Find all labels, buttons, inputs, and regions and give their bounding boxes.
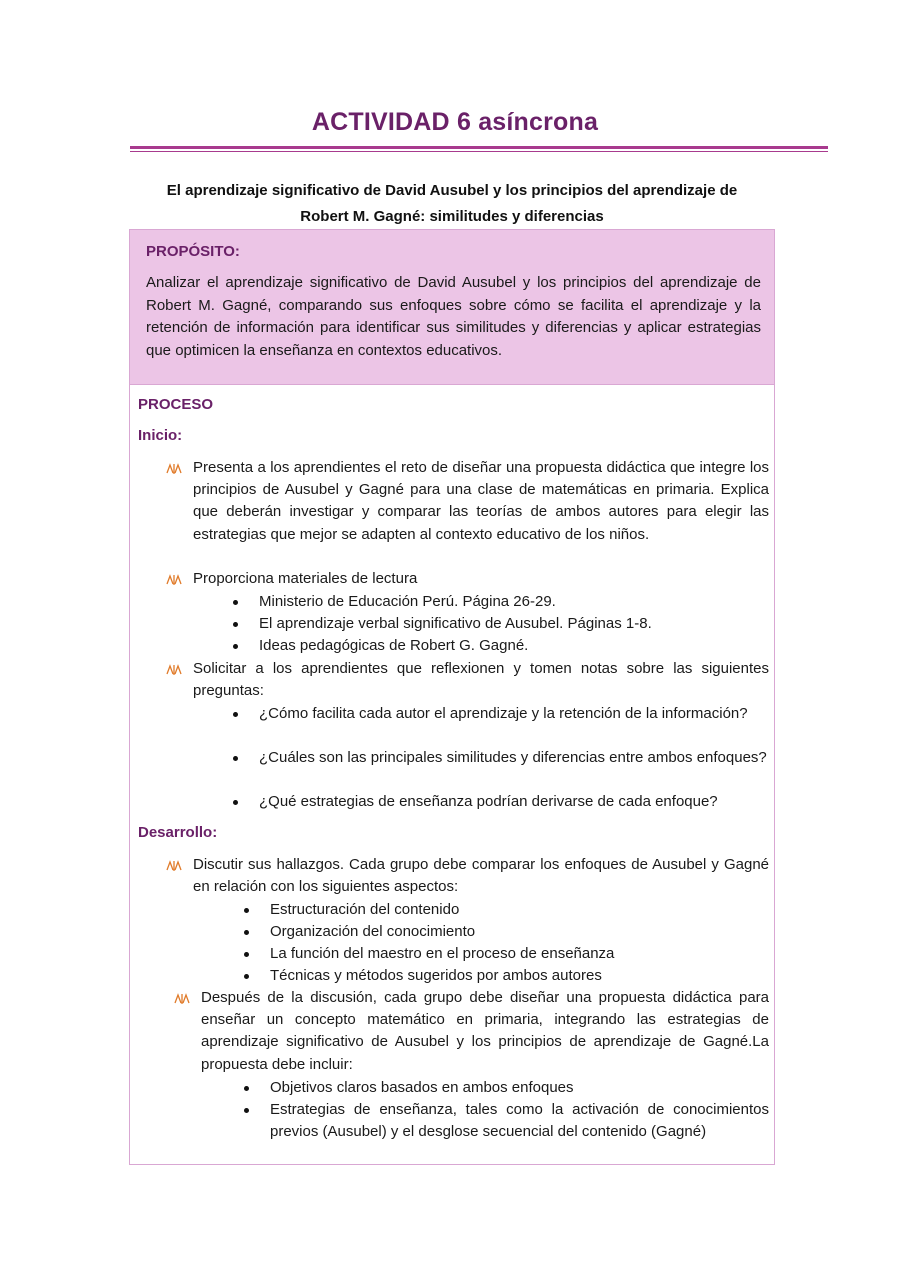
process-label: PROCESO (138, 396, 214, 413)
question-item: ¿Cuáles son las principales similitudes y diferencias entre ambos enfoques? (259, 749, 767, 766)
subtitle-line-2: Robert M. Gagné: similitudes y diferencias (300, 208, 604, 225)
bullet-dot (233, 712, 238, 717)
book-bullet-icon (165, 860, 183, 872)
inicio-item-challenge: Presenta a los aprendientes el reto de diseñar una propuesta didáctica que integre los principios de Ausubel y Gagné para una clase de matemáticas en primaria. Explica que deberán investigar y comparar las teorías de ambos autores para elegir las estrategias que mejor se adapten al contexto educativo de los niños. (193, 459, 769, 543)
book-bullet-icon (165, 664, 183, 676)
activity-table (129, 229, 775, 1165)
bullet-dot (233, 756, 238, 761)
reading-item: Ministerio de Educación Perú. Página 26-29. (259, 593, 556, 610)
page-title: ACTIVIDAD 6 asíncrona (311, 108, 599, 136)
desarrollo-label: Desarrollo: (138, 824, 218, 841)
inicio-item-reflect: Solicitar a los aprendientes que reflexionen y tomen notas sobre las siguientes preguntas: (193, 660, 769, 700)
book-bullet-icon (165, 574, 183, 586)
book-bullet-icon (173, 993, 191, 1005)
question-item: ¿Qué estrategias de enseñanza podrían derivarse de cada enfoque? (259, 793, 718, 810)
aspect-item: Organización del conocimiento (270, 923, 476, 940)
include-item: Objetivos claros basados en ambos enfoques (270, 1079, 574, 1096)
inicio-label: Inicio: (138, 427, 183, 444)
desarrollo-item-design: Después de la discusión, cada grupo debe diseñar una propuesta didáctica para enseñar un concepto matemático en primaria, integrando las estrategias de aprendizaje significativo de Ausubel y los principios de aprendizaje de Gagné.La propuesta debe incluir: (201, 989, 769, 1073)
bullet-dot (244, 974, 249, 979)
aspect-item: Estructuración del contenido (270, 901, 460, 918)
bullet-dot (233, 600, 238, 605)
bullet-dot (244, 930, 249, 935)
aspect-item: La función del maestro en el proceso de enseñanza (270, 945, 615, 962)
purpose-cell (130, 230, 774, 385)
purpose-text: Analizar el aprendizaje significativo de David Ausubel y los principios del aprendizaje de Robert M. Gagné, comparando sus enfoques sobre cómo se facilita el aprendizaje y la retención de información para identificar sus similitudes y diferencias y aplicar estrategias que optimicen la enseñanza en contextos educativos. (146, 274, 761, 359)
aspect-item: Técnicas y métodos sugeridos por ambos autores (270, 967, 602, 984)
bullet-dot (233, 622, 238, 627)
purpose-label: PROPÓSITO: (146, 243, 240, 260)
question-item: ¿Cómo facilita cada autor el aprendizaje y la retención de la información? (259, 705, 748, 722)
bullet-dot (233, 800, 238, 805)
bullet-dot (244, 1108, 249, 1113)
title-rule-thin (130, 151, 828, 152)
book-bullet-icon (165, 463, 183, 475)
desarrollo-item-discuss: Discutir sus hallazgos. Cada grupo debe comparar los enfoques de Ausubel y Gagné en relación con los siguientes aspectos: (193, 856, 769, 896)
bullet-dot (244, 1086, 249, 1091)
bullet-dot (244, 952, 249, 957)
title-rule-thick (130, 146, 828, 149)
subtitle (140, 178, 764, 230)
reading-item: El aprendizaje verbal significativo de Ausubel. Páginas 1-8. (259, 615, 652, 632)
bullet-dot (244, 908, 249, 913)
include-item: Estrategias de enseñanza, tales como la activación de conocimientos previos (Ausubel) y el desglose secuencial del contenido (Gagné) (270, 1101, 769, 1141)
inicio-item-materials: Proporciona materiales de lectura (193, 570, 418, 587)
reading-item: Ideas pedagógicas de Robert G. Gagné. (259, 637, 529, 654)
subtitle-line-1: El aprendizaje significativo de David Ausubel y los principios del aprendizaje de (166, 182, 738, 199)
bullet-dot (233, 644, 238, 649)
